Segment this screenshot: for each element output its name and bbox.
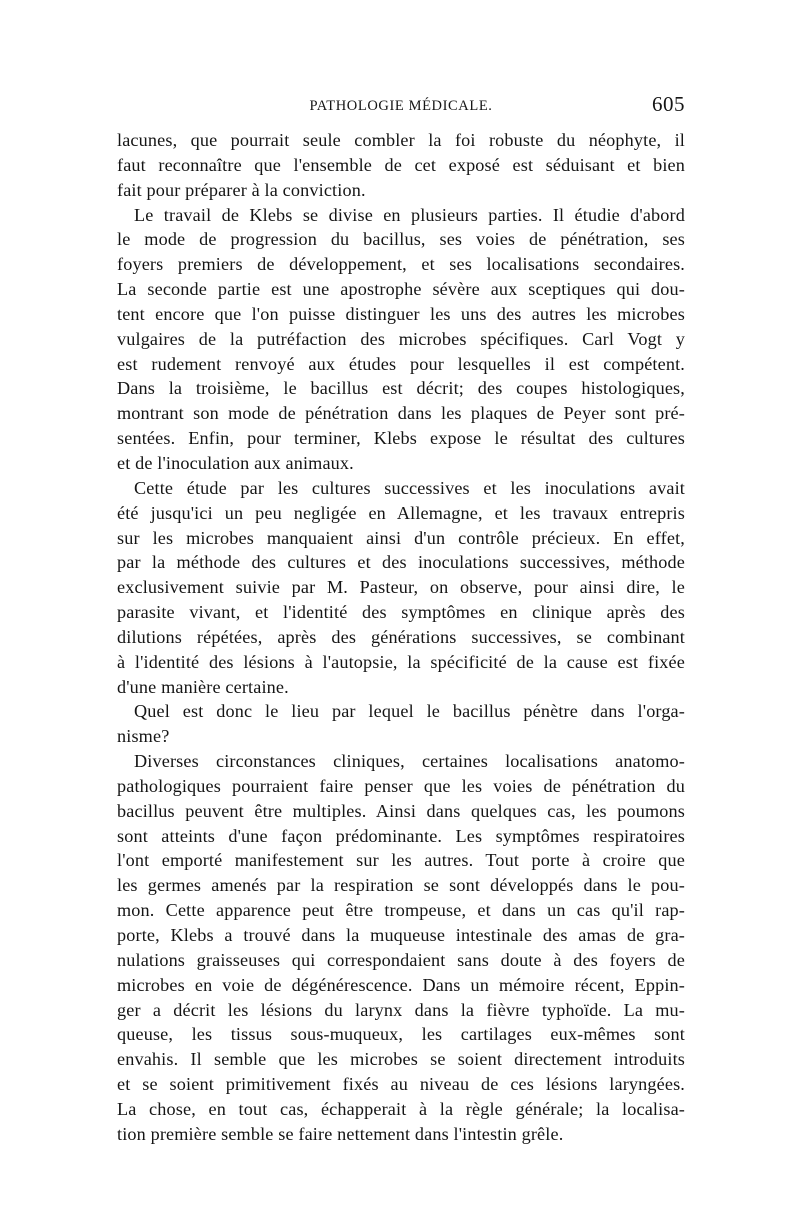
text-line: montrant son mode de pénétration dans les plaques de Peyer sont pré- (117, 403, 685, 424)
running-head-title: PATHOLOGIE MÉDICALE. (309, 98, 493, 114)
text-line: été jusqu'ici un peu negligée en Allemagne, et les travaux entrepris (117, 502, 685, 523)
text-line: dilutions répétées, après des générations successives, se combinant (117, 626, 685, 647)
text-line: microbes en voie de dégénérescence. Dans un mémoire récent, Eppin- (117, 974, 685, 995)
text-line: queuse, les tissus sous-muqueux, les cartilages eux-mêmes sont (117, 1024, 685, 1045)
text-line: pathologiques pourraient faire penser que les voies de pénétration du (117, 775, 685, 796)
text-line: bacillus peuvent être multiples. Ainsi dans quelques cas, les poumons (117, 800, 685, 821)
text-line: parasite vivant, et l'identité des symptômes en clinique après des (117, 602, 685, 623)
text-line: nisme? (117, 726, 170, 747)
text-line: La seconde partie est une apostrophe sévère aux sceptiques qui dou- (117, 279, 685, 300)
text-line: par la méthode des cultures et des inoculations successives, méthode (117, 552, 685, 573)
text-line: nulations graisseuses qui correspondaient sans doute à des foyers de (117, 949, 685, 970)
text-line: Quel est donc le lieu par lequel le bacillus pénètre dans l'orga- (134, 701, 685, 722)
text-line: est rudement renvoyé aux études pour lesquelles il est compétent. (117, 353, 685, 374)
text-line: le mode de progression du bacillus, ses voies de pénétration, ses (117, 229, 685, 250)
text-line: foyers premiers de développement, et ses localisations secondaires. (117, 254, 685, 275)
text-line: sur les microbes manquaient ainsi d'un contrôle précieux. En effet, (117, 527, 685, 548)
text-line: et de l'inoculation aux animaux. (117, 452, 354, 473)
body-text (117, 128, 685, 1147)
text-line: et se soient primitivement fixés au niveau de ces lésions laryngées. (117, 1074, 685, 1095)
text-line: d'une manière certaine. (117, 676, 289, 697)
text-line: tent encore que l'on puisse distinguer les uns des autres les microbes (117, 303, 685, 324)
text-line: vulgaires de la putréfaction des microbes spécifiques. Carl Vogt y (117, 328, 685, 349)
text-line: Dans la troisième, le bacillus est décrit; des coupes histologiques, (117, 378, 685, 399)
text-line: envahis. Il semble que les microbes se soient directement introduits (117, 1049, 685, 1070)
text-line: ger a décrit les lésions du larynx dans la fièvre typhoïde. La mu- (117, 999, 685, 1020)
text-line: exclusivement suivie par M. Pasteur, on observe, pour ainsi dire, le (117, 577, 685, 598)
text-line: mon. Cette apparence peut être trompeuse, et dans un cas qu'il rap- (117, 900, 685, 921)
text-line: fait pour préparer à la conviction. (117, 179, 366, 200)
text-line: lacunes, que pourrait seule combler la foi robuste du néophyte, il (117, 130, 685, 150)
page-number: 605 (652, 92, 685, 116)
text-line: faut reconnaître que l'ensemble de cet exposé est séduisant et bien (117, 154, 685, 175)
text-line: l'ont emporté manifestement sur les autres. Tout porte à croire que (117, 850, 685, 871)
text-line: porte, Klebs a trouvé dans la muqueuse intestinale des amas de gra- (117, 925, 685, 945)
text-line: à l'identité des lésions à l'autopsie, la spécificité de la cause est fixée (117, 651, 685, 672)
text-line: sont atteints d'une façon prédominante. Les symptômes respiratoires (117, 825, 685, 846)
text-line: La chose, en tout cas, échapperait à la règle générale; la localisa- (117, 1098, 685, 1119)
text-line: Diverses circonstances cliniques, certaines localisations anatomo- (134, 751, 685, 772)
text-line: Cette étude par les cultures successives et les inoculations avait (134, 477, 685, 498)
text-line: les germes amenés par la respiration se sont développés dans le pou- (117, 875, 685, 896)
text-line: tion première semble se faire nettement dans l'intestin grêle. (117, 1123, 564, 1144)
text-line: sentées. Enfin, pour terminer, Klebs expose le résultat des cultures (117, 428, 685, 449)
text-line: Le travail de Klebs se divise en plusieurs parties. Il étudie d'abord (134, 204, 685, 225)
running-head (117, 92, 685, 124)
